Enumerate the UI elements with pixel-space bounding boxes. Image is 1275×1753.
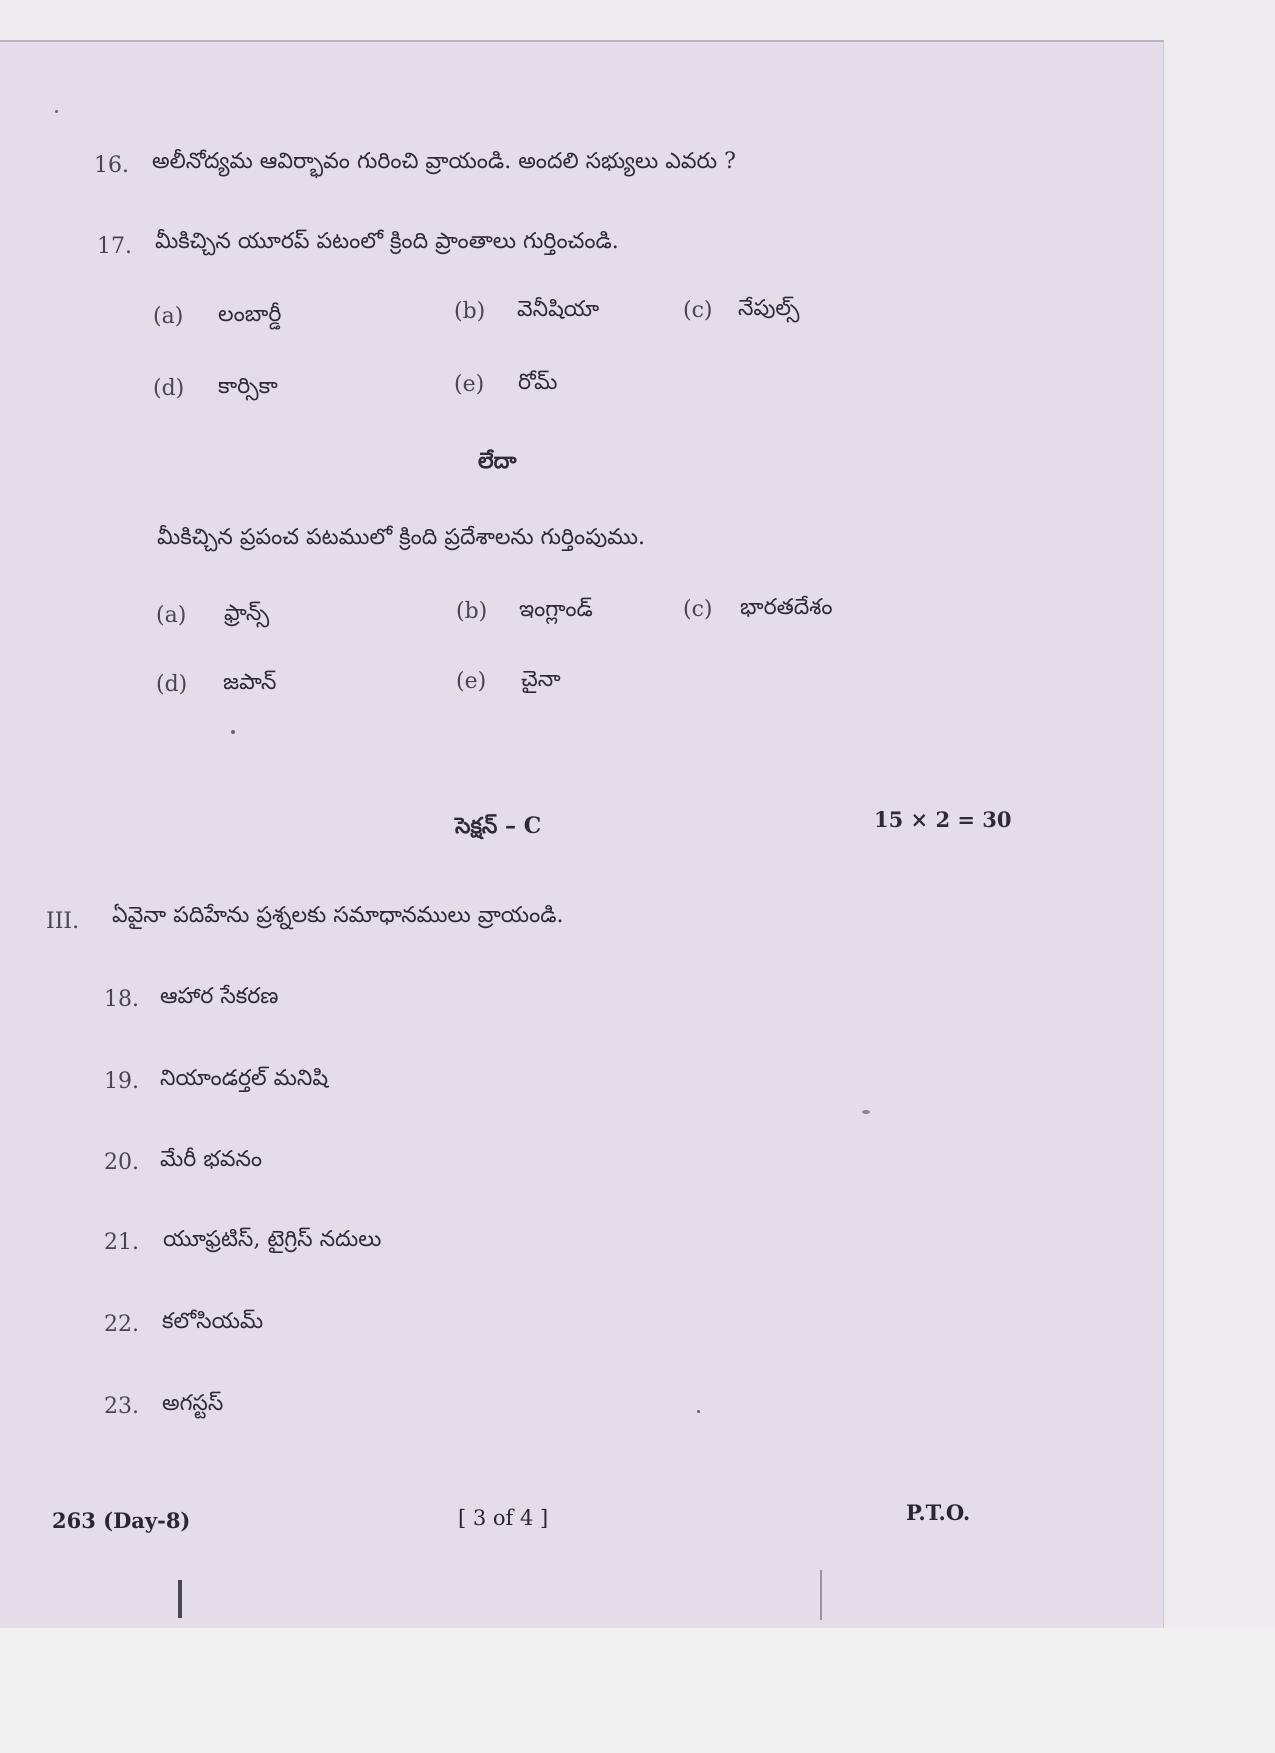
question-number: 20. bbox=[104, 1150, 139, 1175]
scan-mark bbox=[820, 1570, 822, 1620]
question-text: నియాండర్తల్ మనిషి bbox=[160, 1066, 329, 1091]
question-number: 16. bbox=[94, 153, 129, 178]
scan-speck bbox=[231, 730, 235, 734]
option-label: (b) bbox=[454, 299, 486, 324]
option-text: ఇంగ్లాండ్ bbox=[519, 597, 593, 622]
part-number: III. bbox=[46, 909, 80, 934]
question-text: మేరీ భవనం bbox=[160, 1147, 263, 1172]
option-text: కార్సికా bbox=[218, 374, 278, 399]
page-indicator: [ 3 of 4 ] bbox=[458, 1506, 549, 1530]
option-text: భారతదేశం bbox=[740, 595, 833, 620]
scan-speck bbox=[697, 1410, 700, 1413]
question-text: కలోసియమ్ bbox=[162, 1309, 264, 1334]
scan-speck bbox=[862, 1110, 870, 1114]
or-label: లేదా bbox=[478, 448, 517, 474]
question-text: అగస్టస్ bbox=[162, 1391, 224, 1416]
scan-mark bbox=[178, 1580, 182, 1618]
option-text: నేపుల్స్ bbox=[738, 296, 800, 321]
option-text: రోమ్ bbox=[518, 370, 558, 395]
pto-label: P.T.O. bbox=[906, 1500, 971, 1525]
option-label: (e) bbox=[456, 669, 487, 694]
option-text: చైనా bbox=[521, 667, 561, 692]
question-text: ఆహార సేకరణ bbox=[160, 984, 279, 1009]
paper-code: 263 (Day-8) bbox=[52, 1508, 191, 1533]
question-text: యూఫ్రటిస్, టైగ్రిస్ నదులు bbox=[163, 1227, 382, 1252]
option-label: (d) bbox=[156, 672, 188, 697]
section-title: సెక్షన్ – C bbox=[455, 813, 542, 839]
option-label: (d) bbox=[153, 376, 185, 401]
section-marks: 15 × 2 = 30 bbox=[874, 807, 1012, 832]
question-number: 21. bbox=[104, 1230, 139, 1255]
question-number: 19. bbox=[104, 1069, 139, 1094]
question-text: మీకిచ్చిన యూరప్ పటంలో క్రింది ప్రాంతాలు గుర్తించండి. bbox=[155, 229, 619, 254]
option-text: లంబార్డీ bbox=[218, 302, 282, 327]
option-label: (a) bbox=[153, 304, 184, 329]
alt-instruction: మీకిచ్చిన ప్రపంచ పటములో క్రింది ప్రదేశాలను గుర్తింపుము. bbox=[157, 525, 646, 550]
question-text: అలీనోద్యమ ఆవిర్భావం గురించి వ్రాయండి. అందలి సభ్యులు ఎవరు ? bbox=[152, 149, 736, 174]
question-number: 23. bbox=[104, 1394, 139, 1419]
question-number: 22. bbox=[104, 1312, 139, 1337]
question-number: 17. bbox=[97, 234, 132, 259]
scanner-margin bbox=[0, 1628, 1275, 1753]
question-number: 18. bbox=[104, 987, 139, 1012]
option-label: (b) bbox=[456, 599, 488, 624]
option-text: జపాన్ bbox=[223, 670, 277, 695]
option-label: (a) bbox=[156, 603, 187, 628]
option-text: ఫ్రాన్స్ bbox=[224, 601, 270, 626]
part-instruction: ఏవైనా పదిహేను ప్రశ్నలకు సమాధానములు వ్రాయండి. bbox=[112, 903, 564, 928]
scan-speck bbox=[55, 110, 58, 113]
option-label: (c) bbox=[683, 298, 713, 323]
option-text: వెనీషియా bbox=[517, 297, 600, 322]
option-label: (e) bbox=[454, 372, 485, 397]
option-label: (c) bbox=[683, 597, 713, 622]
